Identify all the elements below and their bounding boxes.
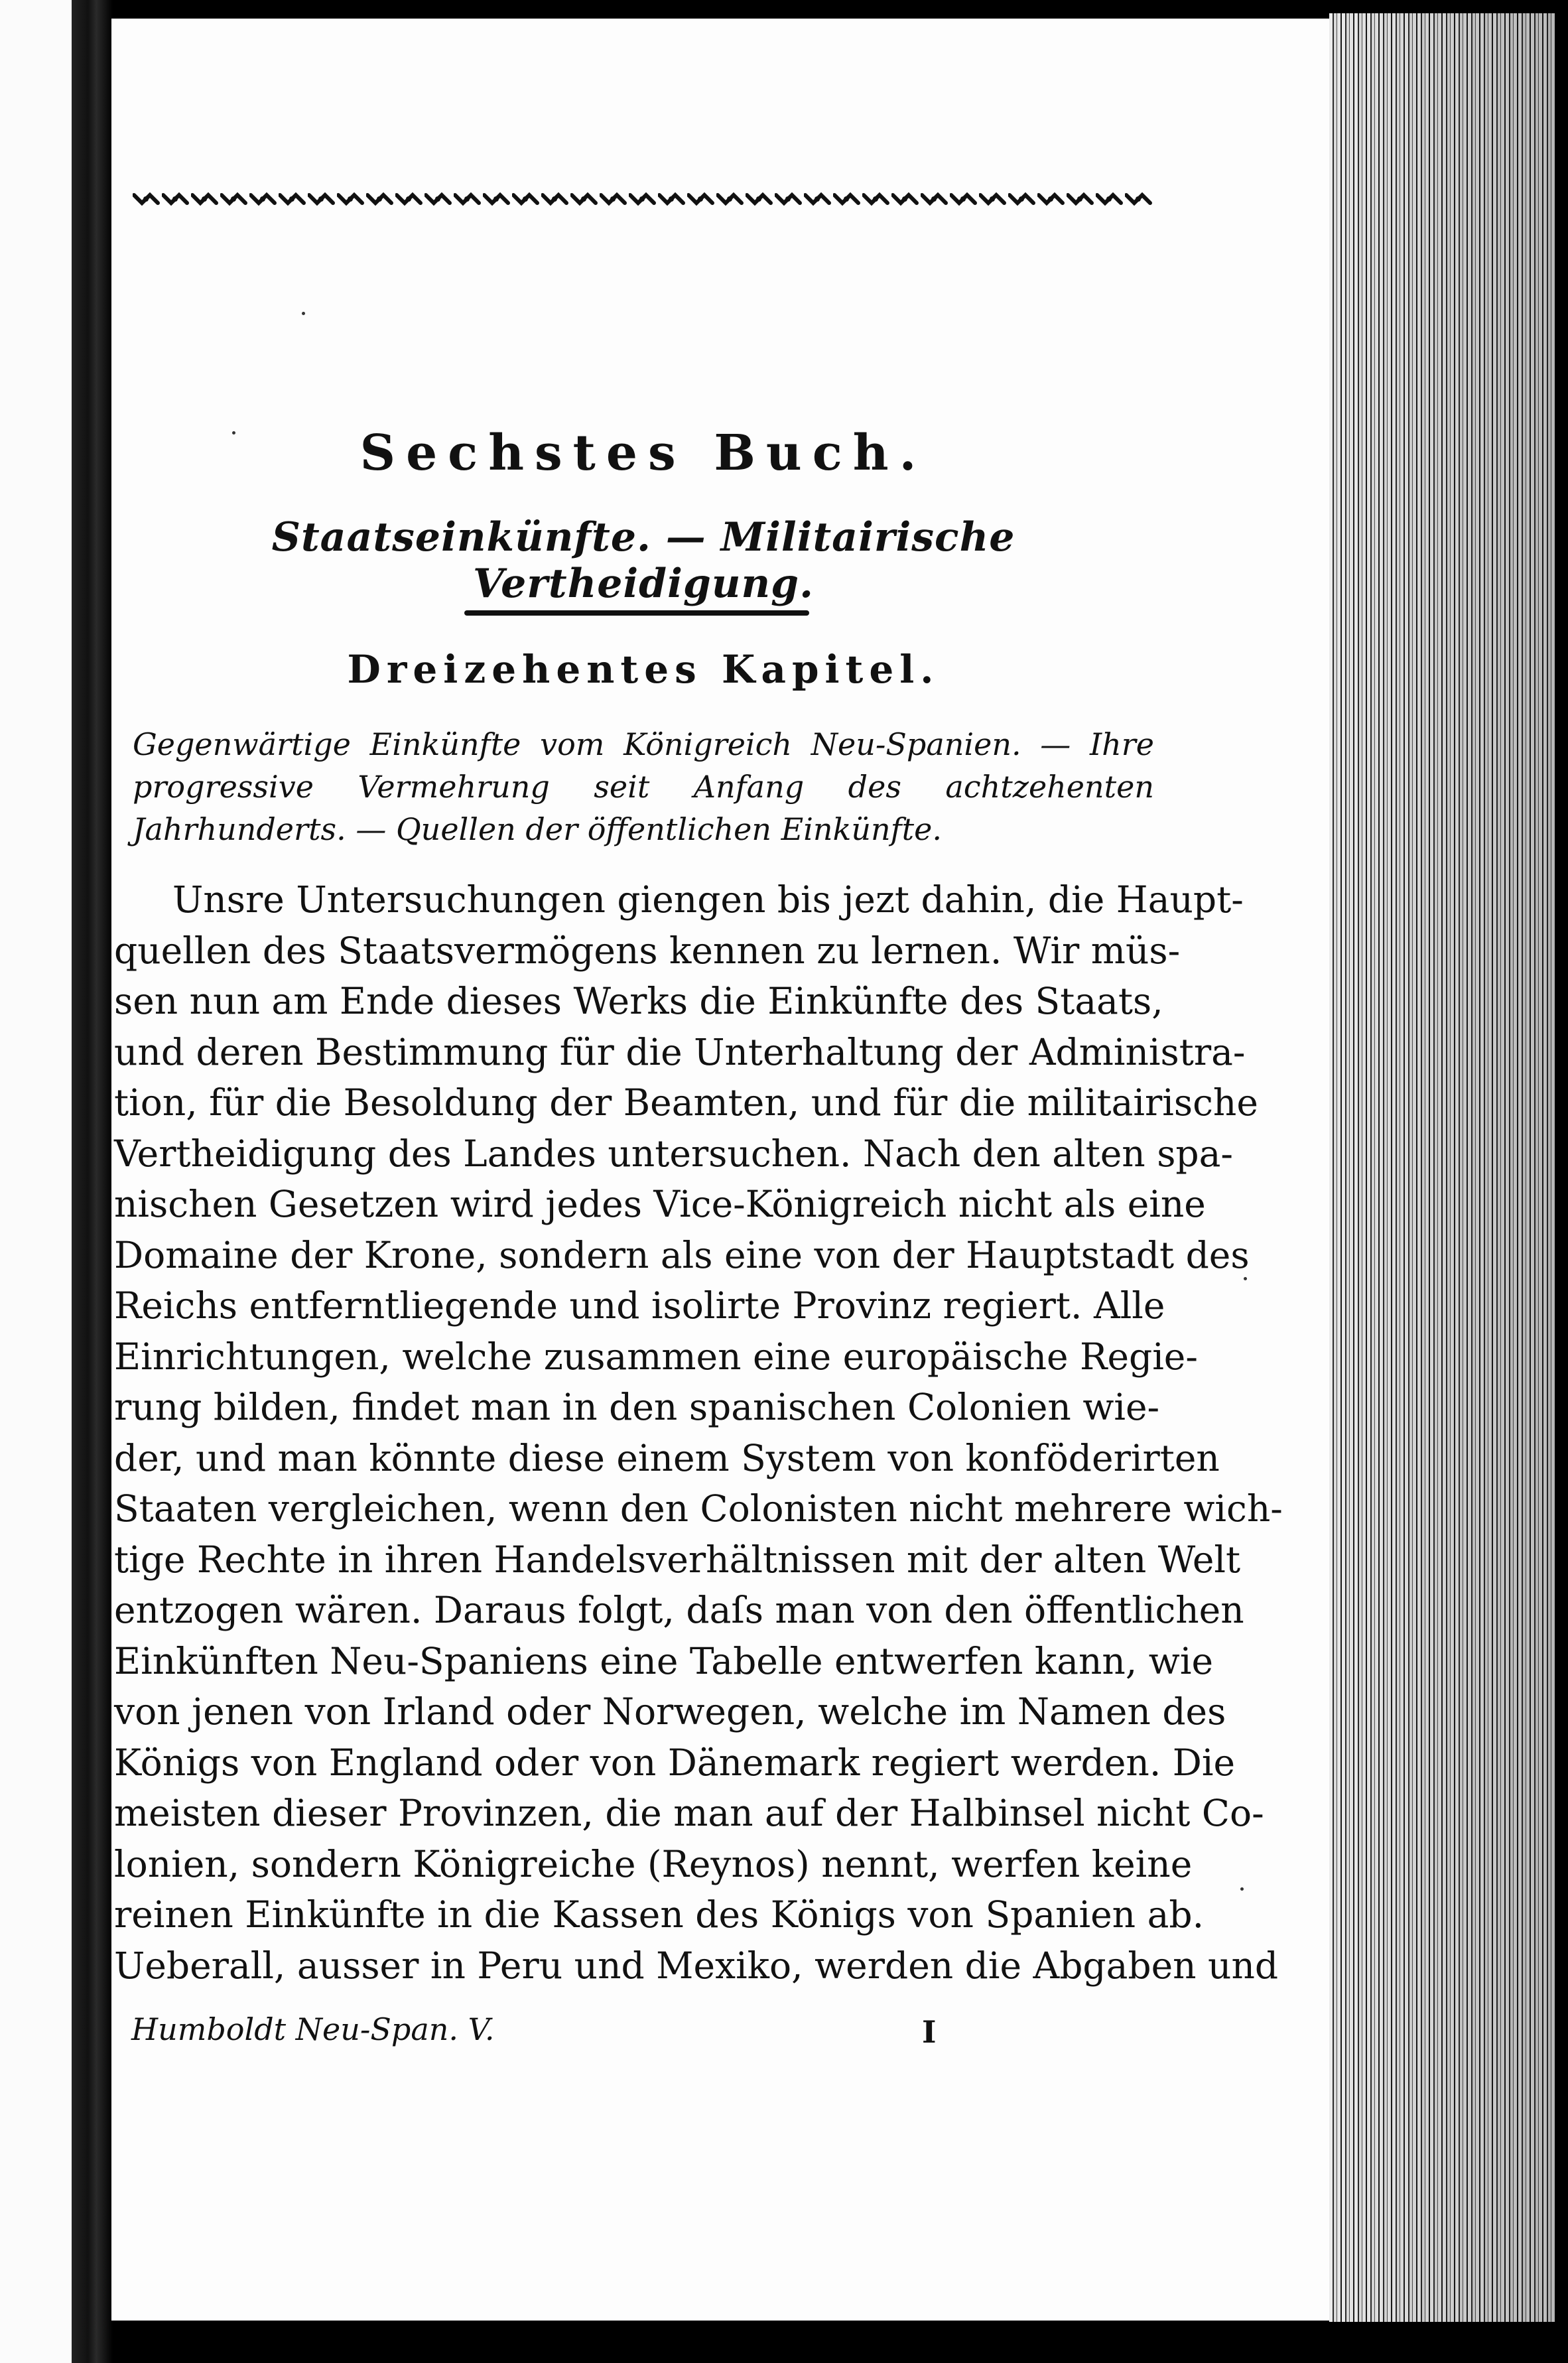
decorative-border-ornament	[133, 186, 1154, 212]
running-footer-signature: Humboldt Neu-Span. V.	[131, 2011, 495, 2047]
body-line: lonien, sondern Königreiche (Reynos) nennt, werfen keine	[114, 1842, 1193, 1885]
body-line: von jenen von Irland oder Norwegen, welche im Namen des	[114, 1690, 1226, 1733]
book-title: Sechstes Buch.	[359, 425, 927, 482]
book-gutter	[72, 0, 113, 2363]
facing-page-edge	[0, 0, 73, 2363]
paper-speck	[1244, 1277, 1247, 1280]
body-line: tige Rechte in ihren Handelsverhältnissen mit der alten Welt	[114, 1538, 1241, 1581]
body-line: der, und man könnte diese einem System von konföderirten	[114, 1436, 1220, 1479]
body-line: reinen Einkünfte in die Kassen des Königs von Spanien ab.	[114, 1893, 1205, 1936]
body-line: Königs von England oder von Dänemark regiert werden. Die	[114, 1741, 1236, 1784]
body-line: tion, für die Besoldung der Beamten, und für die militairische	[114, 1081, 1258, 1124]
body-line: quellen des Staatsvermögens kennen zu lernen. Wir müs-	[114, 929, 1181, 972]
body-line: Einrichtungen, welche zusammen eine europäische Regie-	[114, 1335, 1198, 1378]
body-line: Domaine der Krone, sondern als eine von der Hauptstadt des	[114, 1233, 1250, 1276]
page-fore-edge-shadow	[1329, 13, 1555, 2322]
body-line: meisten dieser Provinzen, die man auf der Halbinsel nicht Co-	[114, 1792, 1264, 1834]
body-line: nischen Gesetzen wird jedes Vice-Königreich nicht als eine	[114, 1183, 1206, 1225]
book-subtitle: Staatseinkünfte. — Militairische Vertheidigung.	[271, 514, 1015, 607]
body-line: Unsre Untersuchungen giengen bis jezt dahin, die Haupt-	[172, 878, 1244, 921]
body-line: Staaten vergleichen, wenn den Colonisten nicht mehrere wich-	[114, 1487, 1283, 1530]
body-paragraph	[114, 874, 1283, 1991]
chapter-title: Dreizehentes Kapitel.	[347, 647, 940, 692]
body-line: Reichs entferntliegende und isolirte Provinz regiert. Alle	[114, 1284, 1165, 1327]
title-rule	[464, 610, 809, 616]
body-line: rung bilden, findet man in den spanischen Colonien wie-	[114, 1386, 1160, 1428]
body-line: Ueberall, ausser in Peru und Mexiko, werden die Abgaben und	[114, 1944, 1279, 1987]
paper-speck	[1240, 1887, 1244, 1891]
body-line: entzogen wären. Daraus folgt, daſs man von den öffentlichen	[114, 1589, 1244, 1631]
body-line: sen nun am Ende dieses Werks die Einkünfte des Staats,	[114, 980, 1163, 1022]
body-line: Einkünften Neu-Spaniens eine Tabelle entwerfen kann, wie	[114, 1639, 1214, 1682]
signature-mark: I	[922, 2014, 937, 2050]
paper-speck	[302, 312, 305, 315]
body-line: und deren Bestimmung für die Unterhaltung der Administra-	[114, 1030, 1246, 1073]
chapter-summary: Gegenwärtige Einkünfte vom Königreich Neu-Spanien. — Ihre progressive Vermehrung seit Anfang des achtzehenten Jahrhunderts. — Quellen der öffentlichen Einkünfte.	[133, 726, 1154, 847]
body-line: Vertheidigung des Landes untersuchen. Nach den alten spa-	[114, 1132, 1234, 1175]
